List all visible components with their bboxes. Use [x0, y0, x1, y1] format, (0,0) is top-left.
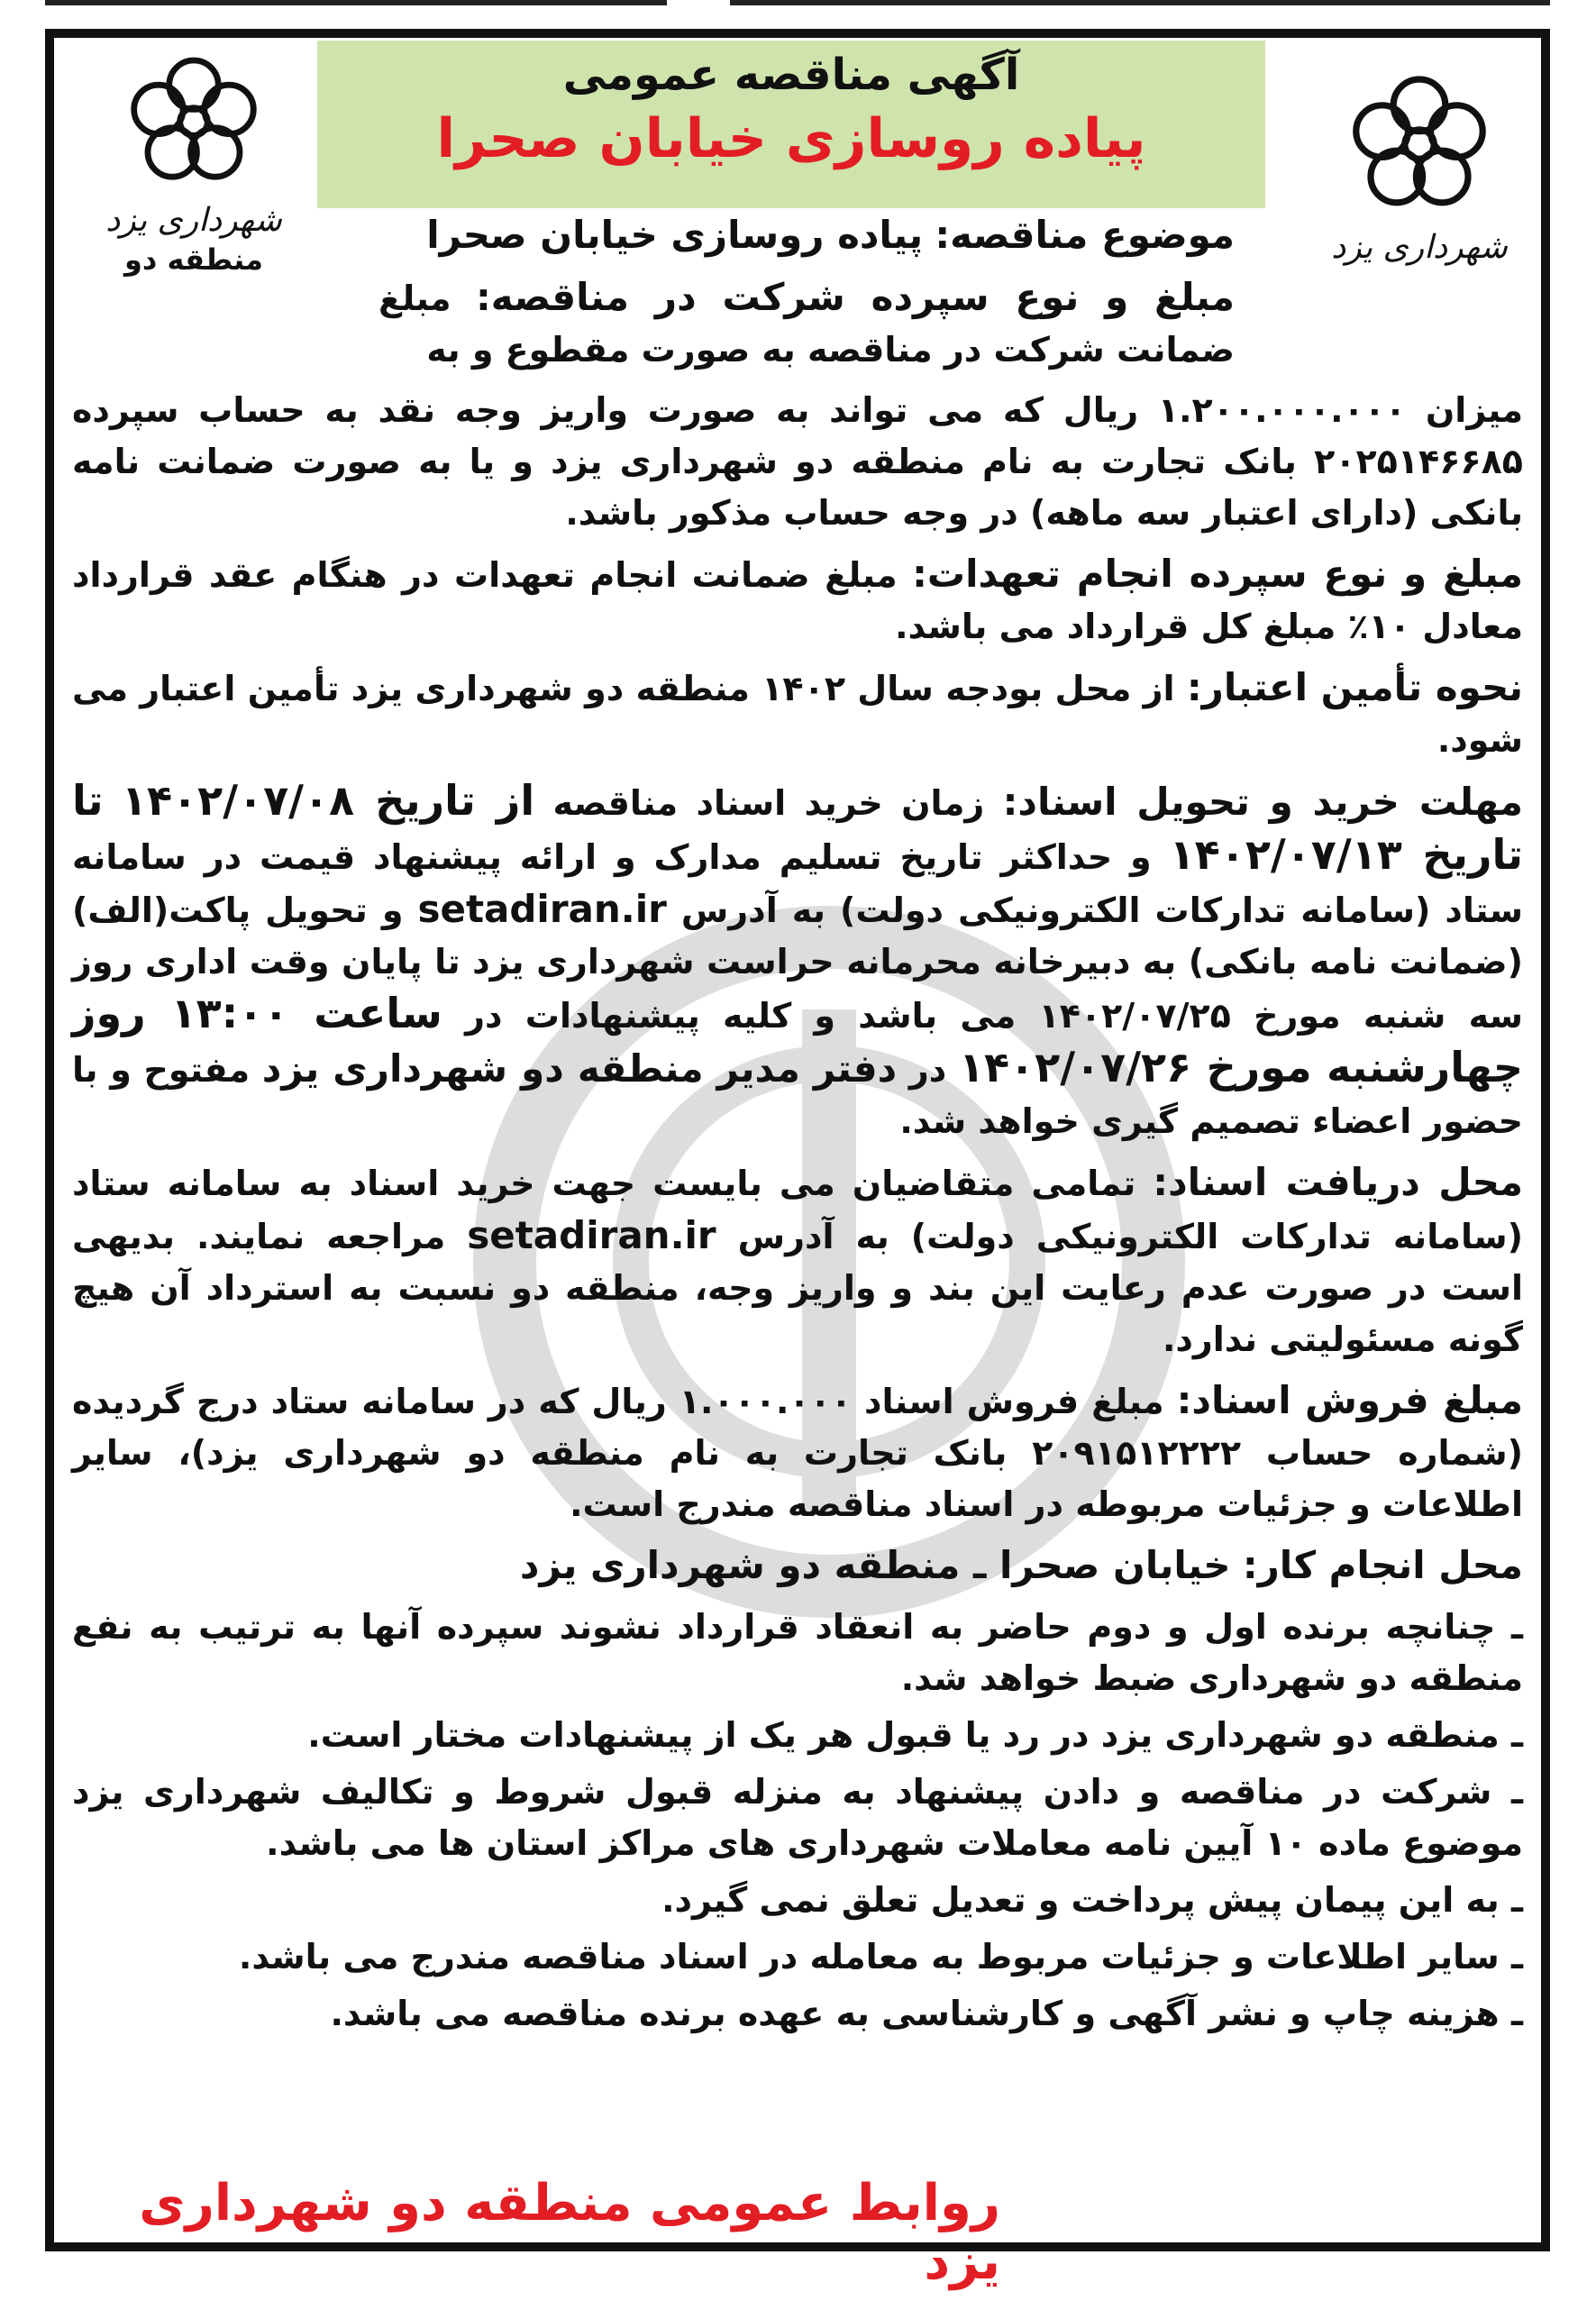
note-item: ـ سایر اطلاعات و جزئیات مربوط به معامله در اسناد مناقصه مندرج می باشد. [238, 1937, 1523, 1977]
section-subject [378, 209, 1235, 262]
location-text: خیابان صحرا ـ منطقه دو شهرداری یزد [519, 1543, 1231, 1587]
deadline-label: مهلت خرید و تحویل اسناد: [1002, 780, 1524, 824]
deadline-text-2: و حداکثر تاریخ تسلیم مدارک و ارائه پیشنهاد قیمت در سامانه ستاد (سامانه تدارکات الکترونیکی دولت) به آدرس [72, 837, 1523, 930]
notice-title: آگهی مناقصه عمومی [562, 50, 1020, 100]
flower-emblem-icon [117, 45, 270, 198]
deadline-from-date: از تاریخ ۱۴۰۲/۰۷/۰۸ [121, 776, 535, 825]
funding-label: نحوه تأمین اعتبار: [1186, 665, 1523, 709]
section-guarantee [72, 548, 1523, 653]
note-item: ـ چنانچه برنده اول و دوم حاضر به انعقاد قرارداد نشوند سپرده آنها به ترتیب به نفع منطقه دو شهرداری ضبط خواهد شد. [72, 1607, 1523, 1698]
title-box [317, 41, 1265, 208]
logo-calligraphy: شهرداری یزد [105, 202, 282, 239]
guarantee-label: مبلغ و نوع سپرده انجام تعهدات: [912, 552, 1523, 596]
section-receive [72, 1156, 1523, 1365]
deposit-text-1: مبلغ ضمانت شرکت در مناقصه به صورت مقطوع و به [378, 278, 1235, 370]
signature: روابط عمومی منطقه دو شهرداری یزد [139, 2174, 1000, 2291]
top-strip-bar [730, 0, 1550, 5]
top-strip-bar [45, 0, 667, 5]
location-label: محل انجام کار: [1242, 1543, 1523, 1587]
section-funding [72, 662, 1523, 766]
opening-office: دفتر مدیر منطقه دو شهرداری یزد [261, 1046, 898, 1091]
top-strip [0, 0, 1596, 27]
notes-list [72, 1602, 1523, 2040]
deadline-text-3: و تحویل پاکت(الف) (ضمانت نامه بانکی) به دبیرخانه محرمانه حراست شهرداری یزد تا پایان وقت اداری روز سه شنبه مورخ ۱۴۰۲/۰۷/۲۵ می باشد و کلیه پیشنهادات در [72, 890, 1523, 1036]
guarantee-text: مبلغ ضمانت انجام تعهدات در هنگام عقد قرارداد معادل ۱۰٪ مبلغ کل قرارداد می باشد. [72, 555, 1523, 646]
receive-label: محل دریافت اسناد: [1153, 1160, 1523, 1204]
logo-region: منطقه دو [124, 242, 263, 277]
section-price [72, 1374, 1523, 1530]
project-title: پیاده روسازی خیابان صحرا [436, 107, 1146, 170]
price-label: مبلغ فروش اسناد: [1176, 1378, 1524, 1422]
deadline-text-4: در [908, 1050, 947, 1090]
section-location [72, 1539, 1523, 1593]
funding-text: از محل بودجه سال ۱۴۰۲ منطقه دو شهرداری یزد تأمین اعتبار می شود. [72, 669, 1523, 760]
opening-datetime: ساعت ۱۳:۰۰ روز چهارشنبه مورخ ۱۴۰۲/۰۷/۲۶ [72, 989, 1523, 1091]
deadline-text-1: زمان خرید اسناد مناقصه [552, 783, 985, 823]
note-item: ـ به این پیمان پیش پرداخت و تعدیل تعلق نمی گیرد. [661, 1880, 1523, 1920]
subject-text: پیاده روسازی خیابان صحرا [426, 213, 924, 257]
deposit-text-2: میزان ۱.۲۰۰.۰۰۰.۰۰۰ ریال که می تواند به صورت واریز وجه نقد به حساب سپرده ۲۰۲۵۱۴۶۶۸۵ بانک تجارت به نام منطقه دو شهرداری یزد و یا به صورت ضمانت نامه بانکی (دارای اعتبار سه ماهه) در وجه حساب مذکور باشد. [72, 390, 1523, 533]
price-text: مبلغ فروش اسناد ۱.۰۰۰.۰۰۰ ریال که در سامانه ستاد درج گردیده (شماره حساب ۲۰۹۱۵۱۲۲۲۲ بانک تجارت به نام منطقه دو شهرداری یزد)، سایر اطلاعات و جزئیات مربوطه در اسناد مناقصه مندرج است. [72, 1382, 1523, 1524]
receive-text-1: تمامی متقاضیان می بایست جهت خرید اسناد به سامانه ستاد (سامانه تدارکات الکترونیکی دولت) به آدرس [72, 1164, 1523, 1256]
section-deposit-intro [378, 271, 1235, 376]
section-deadline [72, 775, 1523, 1147]
setadiran-link[interactable]: setadiran.ir [417, 887, 667, 931]
note-item: ـ هزینه چاپ و نشر آگهی و کارشناسی به عهده برنده مناقصه می باشد. [330, 1994, 1523, 2033]
notice-body [72, 209, 1523, 2228]
subject-label: موضوع مناقصه: [935, 213, 1235, 257]
flower-emblem-icon [1338, 63, 1500, 225]
note-item: ـ منطقه دو شهرداری یزد در رد یا قبول هر یک از پیشنهادات مختار است. [307, 1715, 1523, 1755]
deadline-to-date: تا تاریخ ۱۴۰۲/۰۷/۱۳ [72, 776, 1524, 879]
receive-text-2: مراجعه نمایند. بدیهی است در صورت عدم رعایت این بند و واریز وجه، منطقه دو نسبت به استرداد آن هیچ گونه مسئولیتی ندارد. [72, 1217, 1523, 1359]
logo-calligraphy: شهرداری یزد [1331, 229, 1508, 266]
note-item: ـ شرکت در مناقصه و دادن پیشنهاد به منزله قبول شروط و تکالیف شهرداری یزد موضوع ماده ۱۰ آیین نامه معاملات شهرداری های مراکز استان ها می باشد. [72, 1772, 1523, 1863]
setadiran-link[interactable]: setadiran.ir [467, 1213, 716, 1257]
deposit-label: مبلغ و نوع سپرده شرکت در مناقصه: [475, 275, 1236, 319]
deadline-text-5: مفتوح و با حضور اعضاء تصمیم گیری خواهد شد. [72, 1050, 1523, 1141]
section-deposit [72, 385, 1523, 539]
